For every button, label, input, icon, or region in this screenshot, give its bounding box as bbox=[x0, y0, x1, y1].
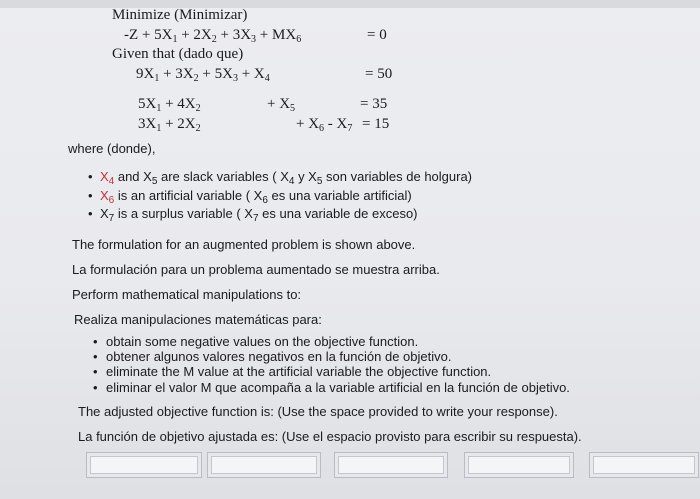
constraint-1: $9X_1 + 3X_2 + 5X_3 + X_4$ bbox=[136, 66, 270, 84]
bullet-icon: • bbox=[93, 349, 98, 364]
task-item: eliminate the M value at the artificial variable the objective function. bbox=[106, 364, 492, 379]
constraint-2-slack: + $X_5$ bbox=[267, 96, 296, 114]
given-label: Given that (dado que) bbox=[112, 46, 244, 62]
constraint-3-artificial: + $X_6 - X_7$ bbox=[296, 116, 353, 134]
top-strip bbox=[0, 0, 700, 8]
minimize-label: Minimize (Minimizar) bbox=[112, 7, 248, 23]
perform-english: Perform mathematical manipulations to: bbox=[72, 287, 302, 302]
perform-spanish: Realiza manipulaciones matemáticas para: bbox=[74, 312, 322, 327]
task-item: obtain some negative values on the objective function. bbox=[106, 334, 419, 349]
task-item: eliminar el valor M que acompaña a la variable artificial en la función de objetivo. bbox=[106, 380, 570, 395]
adjusted-spanish: La función de objetivo ajustada es: (Use el espacio provisto para escribir su respuesta). bbox=[78, 429, 582, 444]
formulation-spanish: La formulación para un problema aumentado se muestra arriba. bbox=[72, 262, 440, 277]
constraint-1-rhs: = 50 bbox=[365, 66, 393, 82]
formulation-english: The formulation for an augmented problem is shown above. bbox=[72, 237, 416, 252]
where-label: where (donde), bbox=[68, 141, 156, 156]
bullet-icon: • bbox=[88, 188, 93, 203]
definition-surplus: $X_7$ is a surplus variable ( $X_7$ es una variable de exceso) bbox=[100, 206, 418, 224]
adjusted-english: The adjusted objective function is: (Use the space provided to write your response). bbox=[78, 404, 558, 419]
answer-box[interactable] bbox=[334, 452, 448, 478]
objective-rhs: = 0 bbox=[367, 27, 387, 43]
answer-box[interactable] bbox=[207, 452, 321, 478]
objective-function: $-Z + 5X_1 + 2X_2 + 3X_3 + MX_6$ bbox=[124, 27, 302, 45]
bullet-icon: • bbox=[88, 169, 93, 184]
answer-area bbox=[86, 452, 700, 478]
answer-box[interactable] bbox=[86, 452, 202, 478]
bullet-icon: • bbox=[93, 334, 98, 349]
constraint-3: $3X_1 + 2X_2$ bbox=[138, 116, 201, 134]
constraint-2: $5X_1 + 4X_2$ bbox=[138, 96, 201, 114]
bullet-icon: • bbox=[93, 364, 98, 379]
bullet-icon: • bbox=[93, 380, 98, 395]
definition-slack: $X_4$ and $X_5$ are slack variables ( $X_4$ y $X_5$ son variables de holgura) bbox=[100, 169, 473, 187]
answer-box[interactable] bbox=[464, 452, 574, 478]
bullet-icon: • bbox=[88, 206, 93, 221]
task-item: obtener algunos valores negativos en la función de objetivo. bbox=[106, 349, 452, 364]
answer-box[interactable] bbox=[589, 452, 699, 478]
constraint-3-rhs: = 15 bbox=[362, 116, 390, 132]
definition-artificial: $X_6$ is an artificial variable ( $X_6$ es una variable artificial) bbox=[100, 188, 412, 206]
constraint-2-rhs: = 35 bbox=[360, 96, 388, 112]
